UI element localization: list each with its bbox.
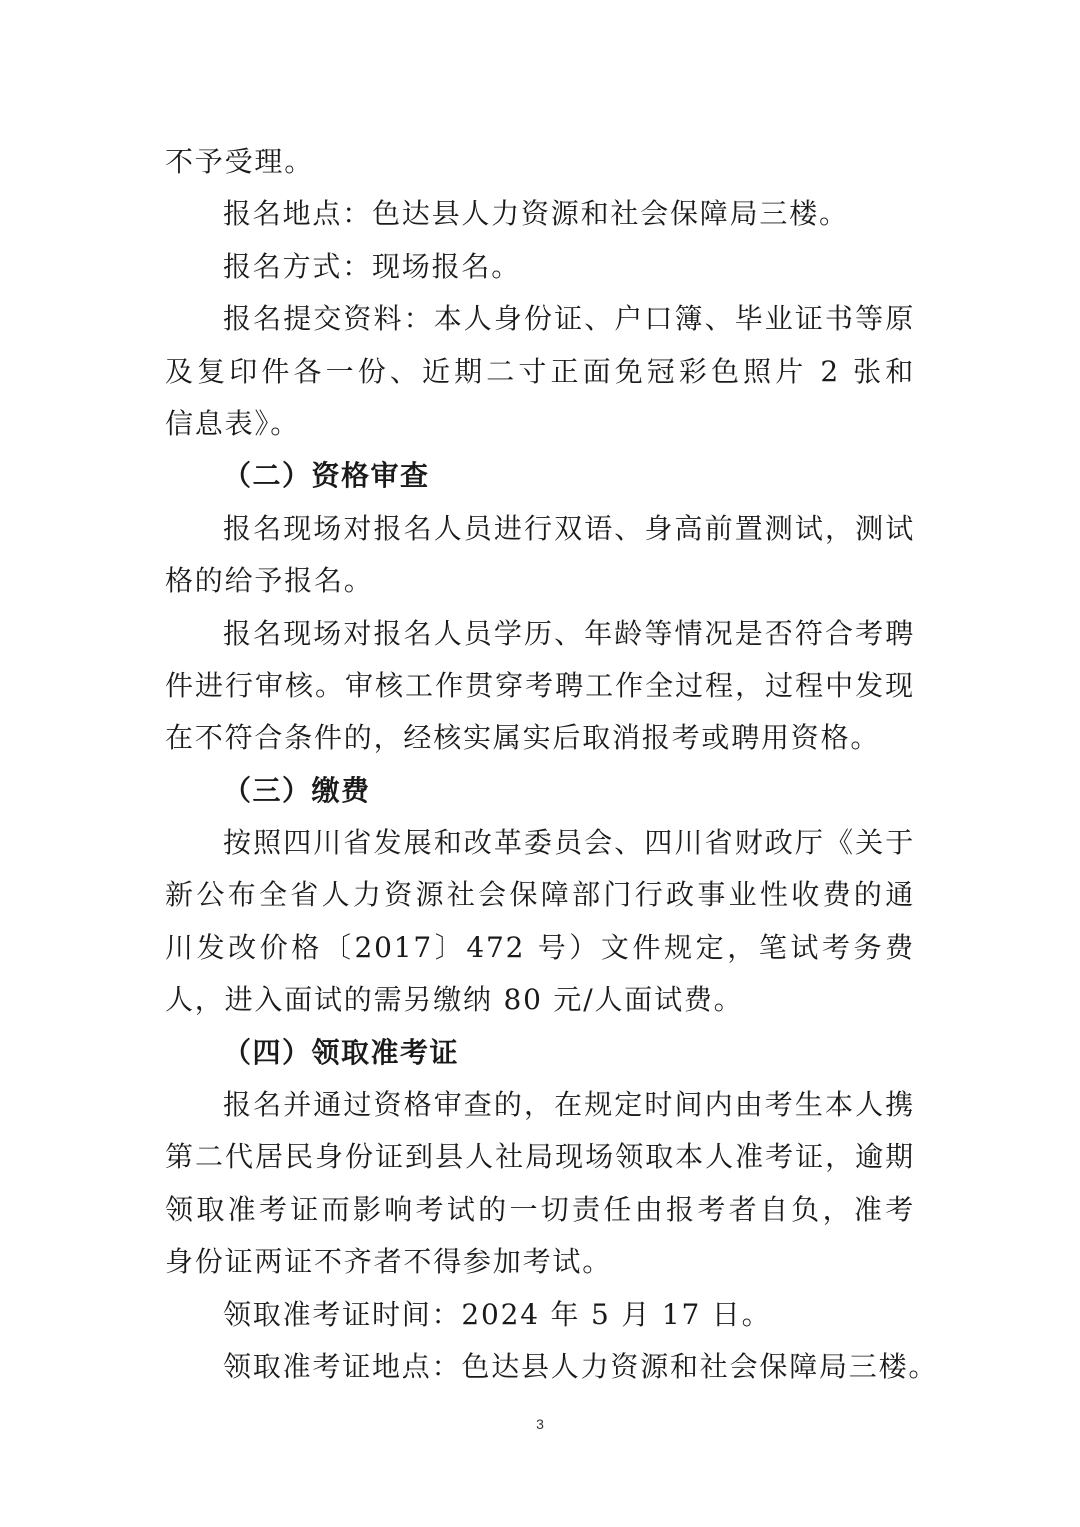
ticket-pickup-time-line: 领取准考证时间：2024 年 5 月 17 日。 bbox=[223, 1297, 772, 1331]
registration-location-line: 报名地点：色达县人力资源和社会保障局三楼。 bbox=[223, 197, 849, 231]
paragraph-line: 件进行审核。审核工作贯穿考聘工作全过程，过程中发现 bbox=[165, 668, 915, 702]
section-heading-admission-ticket: （四）领取准考证 bbox=[223, 1035, 460, 1069]
paragraph-line: 信息表》。 bbox=[165, 406, 301, 440]
section-heading-qualification-review: （二）资格审查 bbox=[223, 459, 430, 493]
paragraph-line: 报名现场对报名人员学历、年龄等情况是否符合考聘 bbox=[223, 616, 915, 650]
paragraph-line: 格的给予报名。 bbox=[165, 564, 374, 598]
paragraph-line: 报名现场对报名人员进行双语、身高前置测试，测试 bbox=[223, 511, 915, 545]
paragraph-line: 不予受理。 bbox=[165, 145, 315, 178]
document-body bbox=[165, 136, 939, 1393]
paragraph-line: 领取准考证而影响考试的一切责任由报考者自负，准考 bbox=[165, 1192, 915, 1226]
paragraph-line: 报名并通过资格审查的，在规定时间内由考生本人携 bbox=[223, 1088, 915, 1122]
paragraph-line: 新公布全省人力资源社会保障部门行政事业性收费的通 bbox=[165, 878, 915, 912]
paragraph-line: 第二代居民身份证到县人社局现场领取本人准考证，逾期 bbox=[165, 1140, 915, 1174]
paragraph-line: 川发改价格〔2017〕472 号）文件规定，笔试考务费 bbox=[165, 930, 915, 964]
paragraph-line: 人，进入面试的需另缴纳 80 元/人面试费。 bbox=[165, 983, 744, 1017]
registration-method-line: 报名方式：现场报名。 bbox=[223, 249, 522, 283]
registration-materials-line: 报名提交资料：本人身份证、户口簿、毕业证书等原 bbox=[223, 302, 915, 336]
ticket-pickup-location-line: 领取准考证地点：色达县人力资源和社会保障局三楼。 bbox=[223, 1349, 939, 1383]
paragraph-line: 及复印件各一份、近期二寸正面免冠彩色照片 2 张和 bbox=[165, 354, 915, 388]
section-heading-payment: （三）缴费 bbox=[223, 773, 371, 807]
paragraph-line: 身份证两证不齐者不得参加考试。 bbox=[165, 1245, 613, 1279]
paragraph-line: 按照四川省发展和改革委员会、四川省财政厅《关于 bbox=[223, 826, 915, 860]
page-number: 3 bbox=[536, 1416, 544, 1432]
paragraph-line: 在不符合条件的，经核实属实后取消报考或聘用资格。 bbox=[165, 721, 881, 755]
